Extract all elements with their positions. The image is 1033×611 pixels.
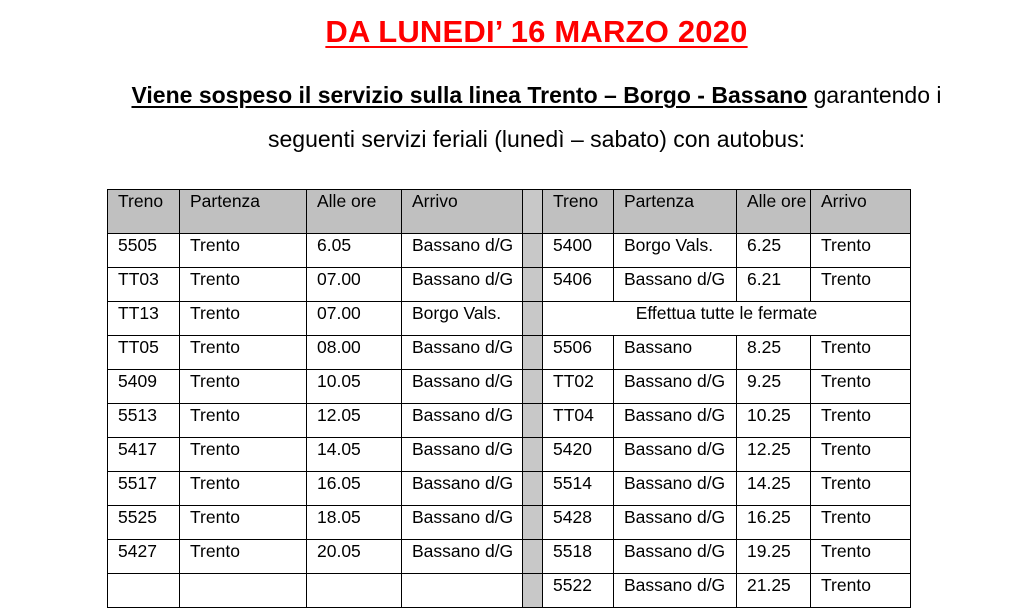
train-cell: TT13 (108, 302, 180, 336)
column-separator (523, 472, 543, 506)
train-cell: 5518 (543, 540, 614, 574)
column-separator (523, 302, 543, 336)
arrival-cell: Bassano d/G (402, 336, 523, 370)
arrival-cell: Bassano d/G (402, 268, 523, 302)
table-header-row (108, 190, 911, 234)
arrival-cell: Bassano d/G (402, 472, 523, 506)
train-cell: 5400 (543, 234, 614, 268)
time-cell: 20.05 (307, 540, 402, 574)
train-cell: 5514 (543, 472, 614, 506)
time-cell: 10.05 (307, 370, 402, 404)
arrival-cell: Bassano d/G (402, 438, 523, 472)
departure-cell (180, 574, 307, 608)
train-cell: 5417 (108, 438, 180, 472)
time-cell: 14.25 (737, 472, 811, 506)
train-cell: TT05 (108, 336, 180, 370)
departure-cell: Trento (180, 438, 307, 472)
column-separator (523, 234, 543, 268)
departure-cell: Bassano d/G (614, 574, 737, 608)
train-cell: 5409 (108, 370, 180, 404)
table-row (108, 336, 911, 370)
train-cell: 5513 (108, 404, 180, 438)
notice-bold: Viene sospeso il servizio sulla linea Trento – Borgo - Bassano (131, 82, 808, 108)
train-cell: TT04 (543, 404, 614, 438)
departure-cell: Trento (180, 234, 307, 268)
train-cell: 5505 (108, 234, 180, 268)
table-row (108, 472, 911, 506)
departure-cell: Trento (180, 472, 307, 506)
train-cell: 5517 (108, 472, 180, 506)
arrival-cell: Trento (811, 268, 911, 302)
column-header: Arrivo (811, 190, 911, 234)
arrival-cell: Bassano d/G (402, 404, 523, 438)
column-separator (523, 268, 543, 302)
time-cell: 6.05 (307, 234, 402, 268)
departure-cell: Trento (180, 336, 307, 370)
time-cell: 16.05 (307, 472, 402, 506)
arrival-cell: Trento (811, 472, 911, 506)
train-cell: 5406 (543, 268, 614, 302)
table-row (108, 404, 911, 438)
arrival-cell: Bassano d/G (402, 540, 523, 574)
table-row (108, 370, 911, 404)
column-header: Partenza (614, 190, 737, 234)
departure-cell: Bassano d/G (614, 472, 737, 506)
page-title (0, 14, 1033, 50)
column-separator (523, 370, 543, 404)
time-cell: 10.25 (737, 404, 811, 438)
train-cell (108, 574, 180, 608)
time-cell: 21.25 (737, 574, 811, 608)
table-row (108, 574, 911, 608)
time-cell: 12.05 (307, 404, 402, 438)
arrival-cell: Trento (811, 574, 911, 608)
train-cell: 5428 (543, 506, 614, 540)
column-separator (523, 404, 543, 438)
time-cell: 14.05 (307, 438, 402, 472)
departure-cell: Bassano (614, 336, 737, 370)
departure-cell: Bassano d/G (614, 370, 737, 404)
arrival-cell: Trento (811, 336, 911, 370)
train-cell: 5420 (543, 438, 614, 472)
train-cell: 5522 (543, 574, 614, 608)
time-cell: 9.25 (737, 370, 811, 404)
arrival-cell: Trento (811, 234, 911, 268)
table-row (108, 540, 911, 574)
column-separator (523, 540, 543, 574)
arrival-cell: Bassano d/G (402, 370, 523, 404)
departure-cell: Trento (180, 268, 307, 302)
time-cell: 8.25 (737, 336, 811, 370)
column-header: Alle ore (307, 190, 402, 234)
time-cell (307, 574, 402, 608)
column-header: Alle ore (737, 190, 811, 234)
departure-cell: Trento (180, 404, 307, 438)
column-separator (523, 438, 543, 472)
arrival-cell: Trento (811, 370, 911, 404)
column-separator (523, 190, 543, 234)
train-cell: TT02 (543, 370, 614, 404)
train-cell: 5506 (543, 336, 614, 370)
departure-cell: Trento (180, 540, 307, 574)
table-row (108, 438, 911, 472)
arrival-cell: Trento (811, 540, 911, 574)
column-header: Partenza (180, 190, 307, 234)
notice-line-2: seguenti servizi feriali (lunedì – sabato) con autobus: (268, 126, 805, 152)
column-separator (523, 336, 543, 370)
departure-cell: Trento (180, 302, 307, 336)
arrival-cell: Trento (811, 404, 911, 438)
time-cell: 6.25 (737, 234, 811, 268)
departure-cell: Borgo Vals. (614, 234, 737, 268)
time-cell: 6.21 (737, 268, 811, 302)
departure-cell: Trento (180, 370, 307, 404)
train-cell: 5525 (108, 506, 180, 540)
train-cell: TT03 (108, 268, 180, 302)
time-cell: 12.25 (737, 438, 811, 472)
arrival-cell: Trento (811, 506, 911, 540)
column-separator (523, 574, 543, 608)
departure-cell: Bassano d/G (614, 506, 737, 540)
time-cell: 07.00 (307, 302, 402, 336)
arrival-cell: Trento (811, 438, 911, 472)
title-text: DA LUNEDI’ 16 MARZO 2020 (325, 14, 748, 49)
table-row (108, 506, 911, 540)
departure-cell: Bassano d/G (614, 268, 737, 302)
notice-line-1 (0, 80, 1033, 110)
train-cell: 5427 (108, 540, 180, 574)
departure-cell: Bassano d/G (614, 404, 737, 438)
column-header: Treno (108, 190, 180, 234)
notice-rest: garantendo i (807, 82, 942, 108)
table-row (108, 268, 911, 302)
table-row (108, 302, 911, 336)
departure-cell: Trento (180, 506, 307, 540)
column-header: Treno (543, 190, 614, 234)
time-cell: 19.25 (737, 540, 811, 574)
arrival-cell: Borgo Vals. (402, 302, 523, 336)
arrival-cell: Bassano d/G (402, 506, 523, 540)
column-header: Arrivo (402, 190, 523, 234)
time-cell: 18.05 (307, 506, 402, 540)
time-cell: 08.00 (307, 336, 402, 370)
arrival-cell (402, 574, 523, 608)
timetable (107, 189, 911, 608)
table-row (108, 234, 911, 268)
departure-cell: Bassano d/G (614, 540, 737, 574)
column-separator (523, 506, 543, 540)
time-cell: 07.00 (307, 268, 402, 302)
departure-cell: Bassano d/G (614, 438, 737, 472)
time-cell: 16.25 (737, 506, 811, 540)
arrival-cell: Bassano d/G (402, 234, 523, 268)
note-cell: Effettua tutte le fermate (543, 302, 911, 336)
